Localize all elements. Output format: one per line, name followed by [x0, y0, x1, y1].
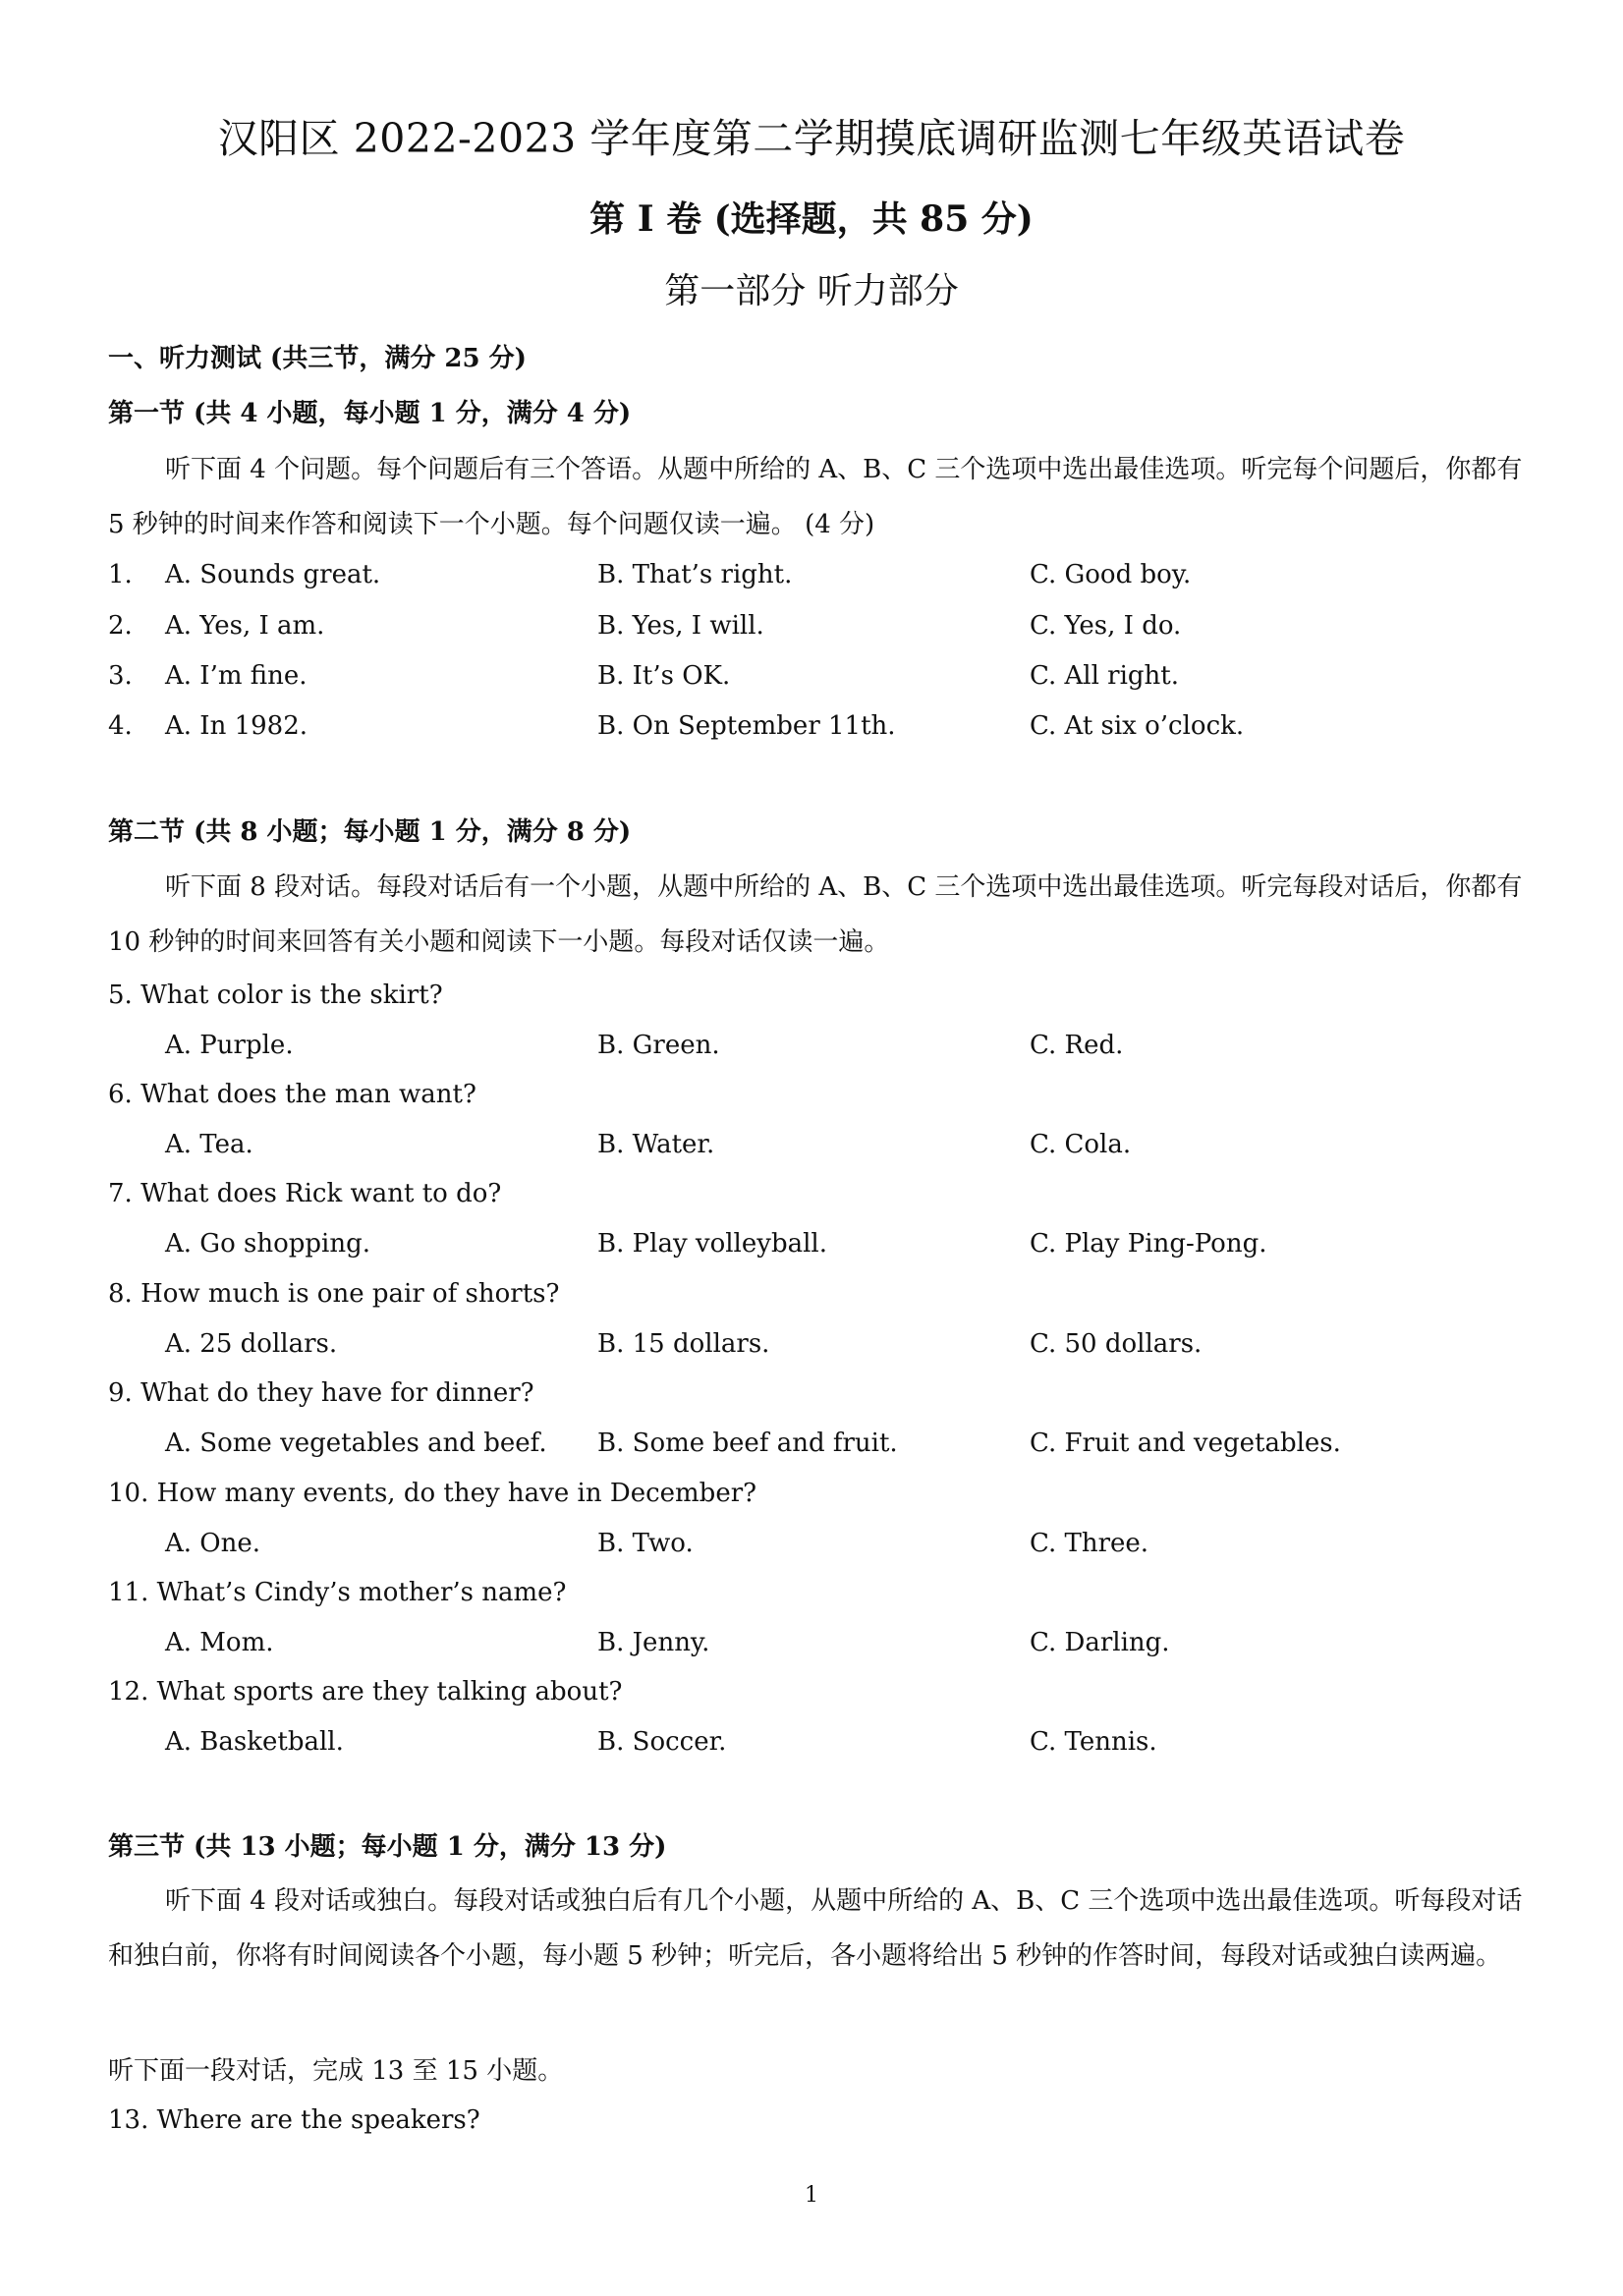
option-b: B. Play volleyball.: [597, 1229, 827, 1259]
option-b: B. Yes, I will.: [597, 611, 764, 641]
option-b: B. That’s right.: [597, 560, 793, 589]
option-b: B. It’s OK.: [597, 661, 731, 691]
option-c: C. Cola.: [1030, 1130, 1132, 1159]
option-b: B. Some beef and fruit.: [597, 1428, 898, 1458]
option-c: C. Fruit and vegetables.: [1030, 1428, 1341, 1458]
volume-title: 第 I 卷 (选择题，共 85 分): [589, 198, 1034, 240]
question-text: 6. What does the man want?: [108, 1080, 476, 1109]
part-title: 第一部分 听力部分: [664, 271, 959, 311]
question-number: 1.: [108, 560, 133, 589]
section2-instructions: 听下面 8 段对话。每段对话后有一个小题，从题中所给的 A、B、C 三个选项中选出最佳选项。听完每段对话后，你都有 10 秒钟的时间来回答有关小题和阅读下一小题。每段对话仅读一遍。: [108, 872, 1523, 957]
option-b: B. Jenny.: [597, 1628, 710, 1657]
option-a: A. Some vegetables and beef.: [165, 1428, 547, 1458]
section1-heading: 第一节 (共 4 小题，每小题 1 分，满分 4 分): [108, 399, 632, 428]
option-c: C. All right.: [1030, 661, 1180, 691]
question-13-text: 13. Where are the speakers?: [108, 2105, 480, 2135]
option-b: B. Green.: [597, 1031, 720, 1060]
section1-instructions: 听下面 4 个问题。每个问题后有三个答语。从题中所给的 A、B、C 三个选项中选出最佳选项。听完每个问题后，你都有 5 秒钟的时间来作答和阅读下一个小题。每个问题仅读一遍。 (4 分): [108, 455, 1523, 539]
question-text: 11. What’s Cindy’s mother’s name?: [108, 1578, 567, 1607]
option-b: B. Soccer.: [597, 1727, 727, 1757]
option-a: A. Go shopping.: [165, 1229, 370, 1259]
exam-title: 汉阳区 2022-2023 学年度第二学期摸底调研监测七年级英语试卷: [217, 115, 1406, 162]
option-c: C. Yes, I do.: [1030, 611, 1182, 641]
option-c: C. Good boy.: [1030, 560, 1192, 589]
option-a: A. Tea.: [165, 1130, 253, 1159]
option-a: A. One.: [165, 1529, 261, 1558]
option-c: C. Darling.: [1030, 1628, 1170, 1657]
option-a: A. I’m fine.: [165, 661, 308, 691]
question-text: 8. How much is one pair of shorts?: [108, 1279, 560, 1309]
option-c: C. Three.: [1030, 1529, 1149, 1558]
section3-instructions: 听下面 4 段对话或独白。每段对话或独白后有几个小题，从题中所给的 A、B、C 三个选项中选出最佳选项。听每段对话和独白前，你将有时间阅读各个小题，每小题 5 秒钟；听完后，各小题将给出 5 秒钟的作答时间，每段对话或独白读两遍。: [108, 1886, 1523, 1971]
section2-heading: 第二节 (共 8 小题；每小题 1 分，满分 8 分): [108, 817, 632, 847]
option-b: B. Two.: [597, 1529, 694, 1558]
question-text: 10. How many events, do they have in December?: [108, 1479, 757, 1508]
section3-lead: 听下面一段对话，完成 13 至 15 小题。: [108, 2056, 564, 2086]
option-a: A. Purple.: [165, 1031, 294, 1060]
option-c: C. Tennis.: [1030, 1727, 1157, 1757]
option-a: A. Mom.: [165, 1628, 274, 1657]
question-number: 3.: [108, 661, 133, 691]
option-b: B. On September 11th.: [597, 711, 896, 741]
option-a: A. In 1982.: [165, 711, 308, 741]
option-a: A. Basketball.: [165, 1727, 344, 1757]
option-c: C. Red.: [1030, 1031, 1124, 1060]
option-c: C. At six o’clock.: [1030, 711, 1245, 741]
page-number: 1: [805, 2183, 818, 2208]
question-text: 12. What sports are they talking about?: [108, 1677, 623, 1707]
listening-section-heading: 一、听力测试 (共三节，满分 25 分): [108, 344, 527, 373]
option-b: B. 15 dollars.: [597, 1329, 770, 1359]
question-number: 4.: [108, 711, 133, 741]
option-a: A. Sounds great.: [165, 560, 381, 589]
question-number: 2.: [108, 611, 133, 641]
option-c: C. Play Ping-Pong.: [1030, 1229, 1267, 1259]
option-a: A. 25 dollars.: [165, 1329, 338, 1359]
option-b: B. Water.: [597, 1130, 715, 1159]
section3-heading: 第三节 (共 13 小题；每小题 1 分，满分 13 分): [108, 1832, 667, 1862]
question-text: 7. What does Rick want to do?: [108, 1179, 502, 1208]
option-a: A. Yes, I am.: [165, 611, 325, 641]
question-text: 9. What do they have for dinner?: [108, 1378, 534, 1408]
option-c: C. 50 dollars.: [1030, 1329, 1203, 1359]
question-text: 5. What color is the skirt?: [108, 980, 443, 1010]
